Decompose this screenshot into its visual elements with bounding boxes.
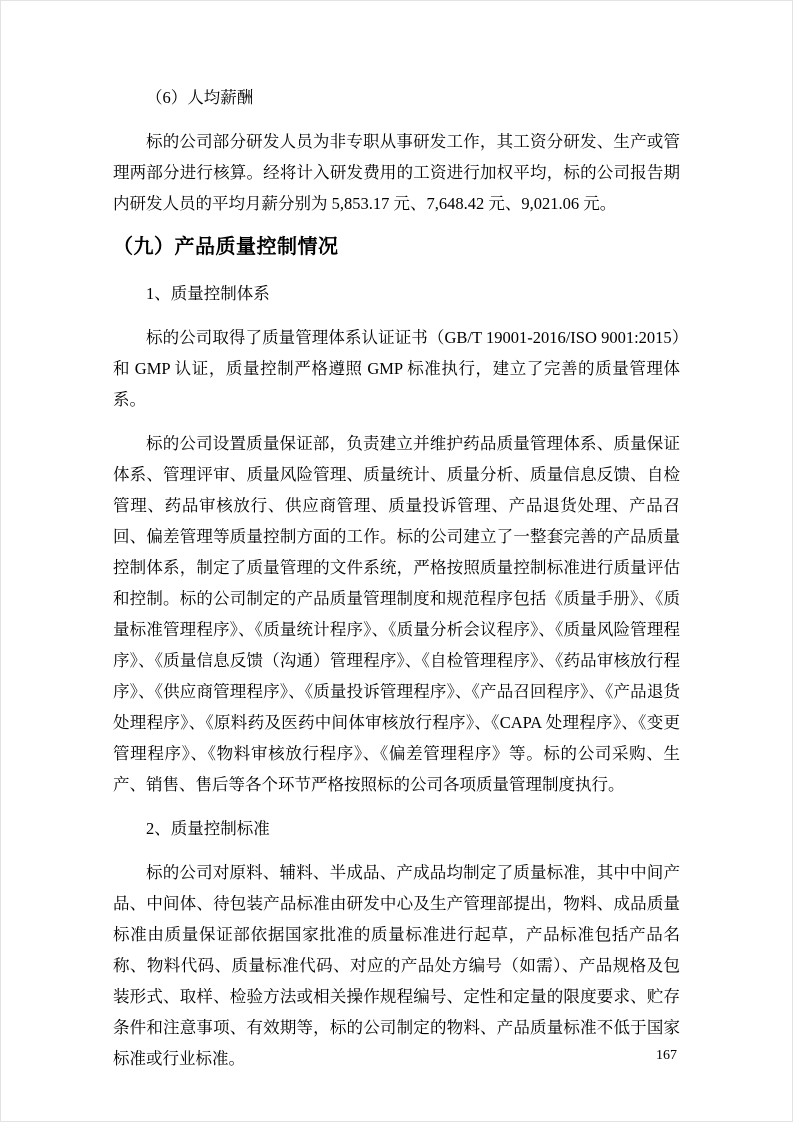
paragraph-quality-standard-detail: 标的公司对原料、辅料、半成品、产成品均制定了质量标准，其中中间产品、中间体、待包装产品标准由研发中心及生产管理部提出，物料、成品质量标准由质量保证部依据国家批准的质量标准进行起草，产品标准包括产品名称、物料代码、质量标准代码、对应的产品处方编号（如需）、产品规格及包装形式、取样、检验方法或相关操作规程编号、定性和定量的限度要求、贮存条件和注意事项、有效期等，标的公司制定的物料、产品质量标准不低于国家标准或行业标准。 xyxy=(113,863,680,1068)
paragraph-certification: 标的公司取得了质量管理体系认证证书（GB/T 19001-2016/ISO 9001:2015）和 GMP 认证，质量控制严格遵照 GMP 标准执行，建立了完善的质量管理体系。 xyxy=(113,328,680,409)
paragraph-quality-system-detail: 标的公司设置质量保证部，负责建立并维护药品质量管理体系、质量保证体系、管理评审、质量风险管理、质量统计、质量分析、质量信息反馈、自检管理、药品审核放行、供应商管理、质量投诉管理、产品退货处理、产品召回、偏差管理等质量控制方面的工作。标的公司建立了一整套完善的产品质量控制体系，制定了质量管理的文件系统，严格按照质量控制标准进行质量评估和控制。标的公司制定的产品质量管理制度和规范程序包括《质量手册》、《质量标准管理程序》、《质量统计程序》、《质量分析会议程序》、《质量风险管理程序》、《质量信息反馈（沟通）管理程序》、《自检管理程序》、《药品审核放行程序》、《供应商管理程序》、《质量投诉管理程序》、《产品召回程序》、《产品退货处理程序》、《原料药及医药中间体审核放行程序》、《CAPA 处理程序》、《变更管理程序》、《物料审核放行程序》、《偏差管理程序》等。标的公司采购、生产、销售、售后等各个环节严格按照标的公司各项质量管理制度执行。 xyxy=(113,434,680,794)
subheading-quality-control-standard: 2、质量控制标准 xyxy=(146,819,270,838)
section-heading-product-quality-control: （九）产品质量控制情况 xyxy=(113,236,339,258)
subheading-quality-control-system: 1、质量控制体系 xyxy=(146,284,270,303)
subheading-per-capita-salary: （6）人均薪酬 xyxy=(146,88,254,107)
paragraph-salary-detail: 标的公司部分研发人员为非专职从事研发工作，其工资分研发、生产或管理两部分进行核算。经将计入研发费用的工资进行加权平均，标的公司报告期内研发人员的平均月薪分别为 5,853.17 元、7,648.42 元、9,021.06 元。 xyxy=(113,132,680,213)
page-number: 167 xyxy=(656,1048,677,1063)
